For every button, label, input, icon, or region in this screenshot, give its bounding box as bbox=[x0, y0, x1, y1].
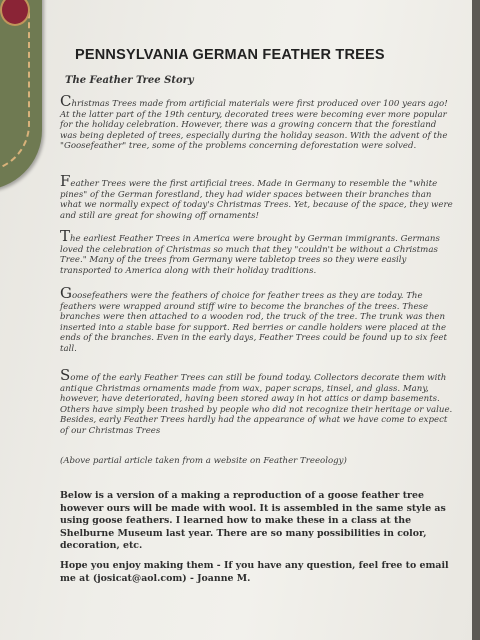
closing-paragraph-2: Hope you enjoy making them - If you have any question, feel free to email me at (josicat@aol.com) - Joanne M. bbox=[60, 560, 449, 584]
paragraph-4 bbox=[60, 284, 455, 355]
paragraph-1 bbox=[60, 92, 455, 152]
page-title: PENNSYLVANIA GERMAN FEATHER TREES bbox=[75, 47, 385, 63]
drop-cap: C bbox=[60, 92, 72, 110]
paragraph-2 bbox=[60, 172, 455, 221]
paragraph-3 bbox=[60, 227, 455, 276]
paragraph-text: he earliest Feather Trees in America were brought by German immigrants. Germans loved the celebration of Christmas so much that they "couldn't be without a Christmas Tree." Many of the trees from Germany were tabletop trees so they were easily transported to America along with their holiday traditions. bbox=[60, 234, 440, 276]
closing-paragraph-1: Below is a version of a making a reproduction of a goose feather tree however ours will be made with wool. It is assembled in the same style as using goose feathers. I learned how to make these in a class at the Shelburne Museum last year. There are so many possibilities in color, decoration, etc. bbox=[60, 490, 446, 551]
paragraph-text: eather Trees were the first artificial trees. Made in Germany to resemble the "white pines" of the German forestland, they had wider spaces between their branches than what we normally expect of today's Christmas Trees. Yet, because of the space, they were and still are great for showing off ornaments! bbox=[60, 179, 453, 221]
paragraph-text: hristmas Trees made from artificial materials were first produced over 100 years ago! At the latter part of the 19th century, decorated trees were becoming ever more popular for the holiday celebration. However, there was a growing concern that the forestland was being depleted of trees, especially during the holiday season. With the advent of the "Goosefeather" tree, some of the problems concerning deforestation were solved. bbox=[60, 99, 448, 152]
drop-cap: T bbox=[60, 227, 71, 245]
felt-tree-decoration bbox=[0, 0, 42, 190]
drop-cap: S bbox=[60, 366, 71, 384]
paragraph-text: ome of the early Feather Trees can still be found today. Collectors decorate them with antique Christmas ornaments made from wax, paper scraps, tinsel, and glass. Many, however, have deteriorated, having been stored away in hot attics or damp basements. Others have simply been trashed by people who did not recognize their heritage or value. Besides, early Feather Trees hardly had the appearance of what we have come to expect of our Christmas Trees bbox=[60, 373, 453, 436]
paragraph-5 bbox=[60, 366, 455, 437]
stitching-decoration bbox=[0, 10, 30, 172]
drop-cap: F bbox=[60, 172, 71, 190]
background-edge bbox=[472, 0, 480, 640]
source-note: (Above partial article taken from a website on Feather Treeology) bbox=[60, 456, 347, 466]
drop-cap: G bbox=[60, 284, 72, 302]
article-subtitle: The Feather Tree Story bbox=[65, 75, 194, 86]
paragraph-text: oosefeathers were the feathers of choice for feather trees as they are today. The feathers were wrapped around stiff wire to become the branches of the trees. These branches were then attached to a wooden rod, the truck of the tree. The trunk was then inserted into a stable base for support. Red berries or candle holders were placed at the ends of the branches. Even in the early days, Feather Trees could be found up to six feet tall. bbox=[60, 291, 447, 354]
